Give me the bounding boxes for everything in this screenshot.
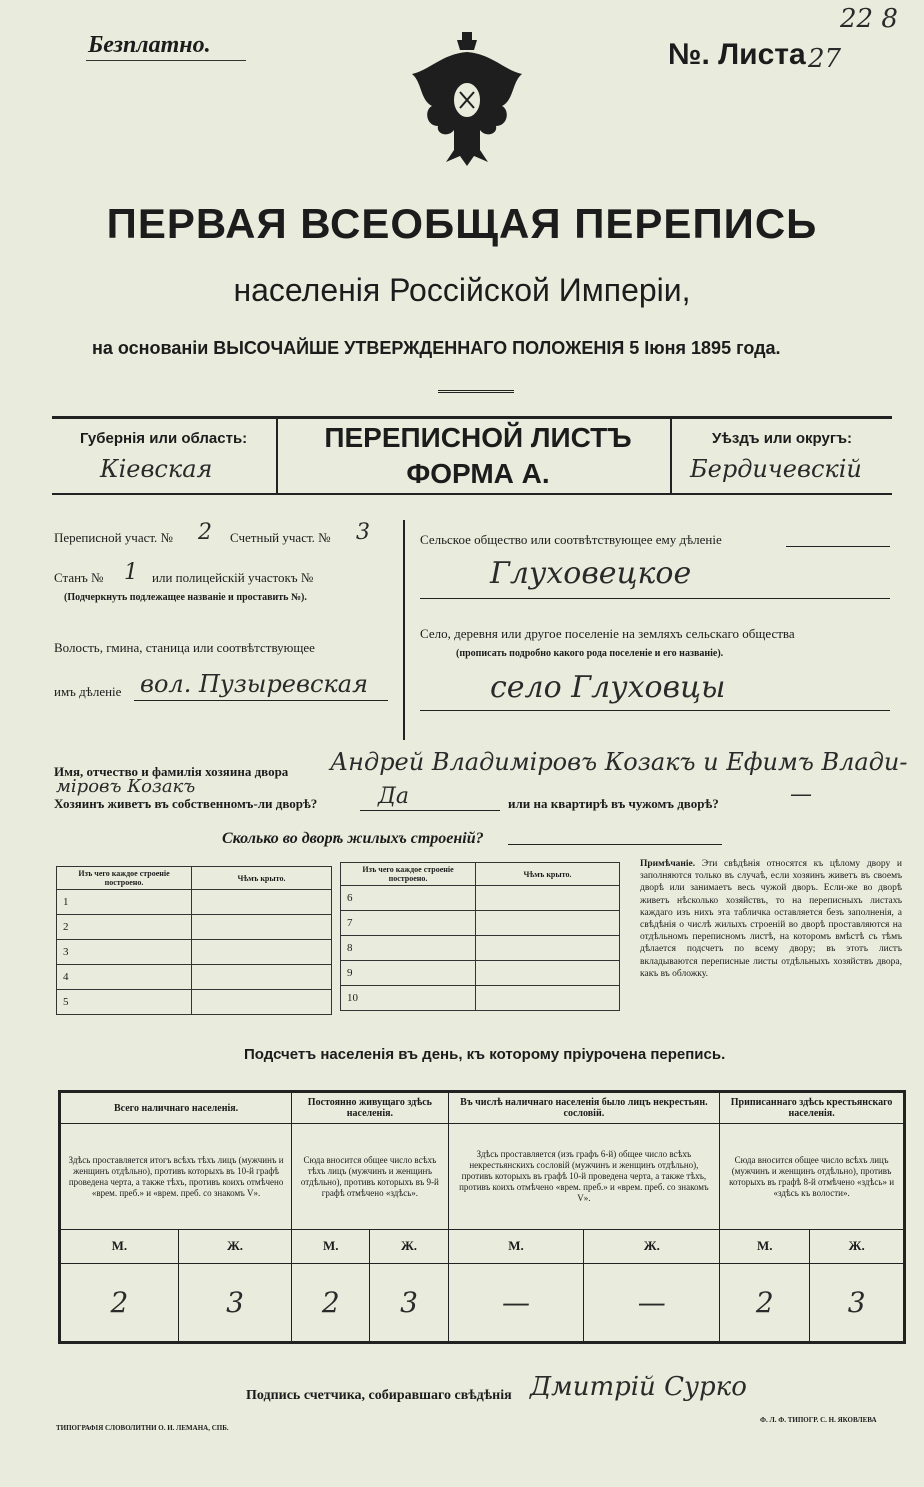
own-house-label: Хозяинъ живетъ въ собственномъ-ли дворѣ?: [54, 796, 318, 811]
buildings-col-roof: Чѣмъ крыто.: [192, 867, 332, 890]
table-row: [57, 940, 332, 965]
footer-left: ТИПОГРАФІЯ СЛОВОЛИТНИ О. И. ЛЕМАНА, СПБ.: [56, 1424, 229, 1432]
volost-label: Волость, гмина, станица или соотвѣтствующее: [54, 640, 315, 655]
group-desc: Здѣсь проставляется (изъ графъ 6-й) общее число всѣхъ некрестьянскихъ сословій (мужчинъ и женщинъ отдѣльно), противъ которыхъ въ графѣ 10-й проведена черта, а также тѣхъ, противъ коихъ отмѣчено «врем. преб.» и «врем. преб. со знакомъ V».: [448, 1124, 720, 1229]
buildings-col-material: Изъ чего каждое строеніе построено.: [57, 867, 192, 890]
group-desc: Здѣсь проставляется итогъ всѣхъ тѣхъ лицъ (мужчинъ и женщинъ отдѣльно), противъ которыхъ въ 10-й графѣ проведена черта, а также тѣхъ, противъ коихъ отмѣчено «врем. преб.» и «врем. преб. со знакомъ V».: [60, 1124, 292, 1229]
obshchestvo-underline: [786, 546, 890, 547]
male-label: М.: [60, 1229, 179, 1263]
table-row: [57, 915, 332, 940]
buildings-col-material: Изъ чего каждое строеніе построено.: [341, 863, 476, 886]
page-title: ПЕРВАЯ ВСЕОБЩАЯ ПЕРЕПИСЬ: [106, 200, 818, 247]
sheet-number-label: №. Листа: [668, 38, 806, 71]
volost-value: вол. Пузыревская: [140, 670, 368, 698]
group-desc: Сюда вносится общее число всѣхъ лицъ (мужчинъ и женщинъ отдѣльно), противъ которыхъ въ графѣ 8-й отмѣчено «здѣсь» и «здѣсь къ волости».: [720, 1124, 905, 1229]
free-label: Безплатно.: [88, 32, 211, 58]
uchastok-label: Переписной участ. №: [54, 530, 173, 545]
eagle-emblem-icon: [402, 30, 532, 170]
female-count: 3: [370, 1264, 448, 1343]
uezd-value: Бердичевскій: [690, 455, 862, 483]
male-count: 2: [60, 1264, 179, 1343]
buildings-question-underline: [508, 844, 722, 845]
stan-rest-label: или полицейскій участокъ №: [152, 570, 314, 585]
gubernia-value: Кіевская: [100, 455, 213, 483]
group-head: Всего наличнаго населенія.: [60, 1092, 292, 1124]
sheet-number-value: 27: [808, 44, 842, 74]
free-underline: [86, 60, 246, 61]
ornament-divider: [438, 390, 514, 393]
row-number: 1: [57, 890, 192, 915]
group-head: Въ числѣ наличнаго населенія было лицъ некрестьян. сословій.: [448, 1092, 720, 1124]
footer-right: Ф. Л. Ф. ТИПОГР. С. Н. ЯКОВЛЕВА: [760, 1416, 877, 1424]
corner-note: 22 8: [840, 4, 898, 34]
table-row: [57, 890, 332, 915]
row-number: 2: [57, 915, 192, 940]
owner-value-line1: Андрей Владиміровъ Козакъ и Ефимъ Влади-: [330, 748, 908, 776]
row-number: 6: [341, 886, 476, 911]
stan-note: (Подчеркнуть подлежащее названіе и проставить №).: [64, 592, 307, 603]
page-subtitle: населенія Россійской Имперіи,: [233, 272, 691, 308]
owner-label: Имя, отчество и фамилія хозяина двора: [54, 764, 289, 779]
signature-value: Дмитрій Сурко: [530, 1372, 747, 1402]
obshchestvo-label: Сельское общество или соотвѣтствующее ему дѣленіе: [420, 532, 722, 547]
selo-underline: [420, 710, 890, 711]
female-label: Ж.: [178, 1229, 291, 1263]
row-number: 7: [341, 911, 476, 936]
banner-bottom-rule: [52, 493, 892, 495]
buildings-question: Сколько во дворѣ жилыхъ строеній?: [222, 830, 484, 847]
table-row: [341, 886, 620, 911]
rent-label: или на квартирѣ въ чужомъ дворѣ?: [508, 796, 719, 811]
row-number: 8: [341, 936, 476, 961]
female-label: Ж.: [810, 1229, 905, 1263]
population-table: [58, 1090, 906, 1344]
male-count: —: [448, 1264, 584, 1343]
male-count: 2: [292, 1264, 370, 1343]
buildings-note-text: Эти свѣдѣнія относятся къ цѣлому двору и заполняются только въ случаѣ, если хозяинъ живетъ въ своемъ дворѣ или занимаетъ весь чужой дворъ. Если-же во дворѣ живетъ нѣсколько хозяйствъ, то на переписныхъ листахъ каждаго изъ нихъ эта табличка оставляется безъ заполненія, а свѣдѣнія о числѣ жилыхъ строеній во дворѣ проставляются на отдѣльномъ переписномъ листѣ, на которомъ вмѣстѣ съ тѣмъ дѣлается подсчетъ по всему двору; въ этотъ листъ вкладываются переписные листы отдѣльныхъ хозяйствъ двора, какъ въ обложку.: [640, 859, 902, 979]
uchastok-value: 2: [198, 520, 212, 545]
female-count: 3: [178, 1264, 291, 1343]
male-label: М.: [448, 1229, 584, 1263]
buildings-table-left: [56, 866, 332, 1015]
uezd-label: Уѣздъ или округъ:: [712, 430, 853, 447]
table-row: [341, 911, 620, 936]
buildings-note: [640, 858, 902, 980]
female-count: 3: [810, 1264, 905, 1343]
male-count: 2: [720, 1264, 810, 1343]
selo-label: Село, деревня или другое поселеніе на земляхъ сельскаго общества: [420, 626, 795, 641]
form-subtitle: ФОРМА А.: [406, 458, 550, 489]
male-label: М.: [292, 1229, 370, 1263]
own-house-underline: [360, 810, 500, 811]
table-row: [341, 961, 620, 986]
obshchestvo-value: Глуховецкое: [490, 556, 692, 591]
signature-label: Подпись счетчика, собиравшаго свѣдѣнія: [246, 1388, 512, 1403]
selo-note: (прописать подробно какого рода поселеніе и его названіе).: [456, 648, 724, 659]
banner-top-rule: [52, 416, 892, 419]
population-title: Подсчетъ населенія въ день, къ которому пріурочена перепись.: [244, 1046, 726, 1063]
group-head: Постоянно живущаго здѣсь населенія.: [292, 1092, 448, 1124]
form-title: ПЕРЕПИСНОЙ ЛИСТЪ: [324, 422, 632, 453]
volost-label-2: имъ дѣленіе: [54, 684, 122, 699]
row-number: 5: [57, 990, 192, 1015]
own-house-value: Да: [378, 784, 410, 809]
row-number: 3: [57, 940, 192, 965]
group-head: Приписаннаго здѣсь крестьянскаго населенія.: [720, 1092, 905, 1124]
row-number: 9: [341, 961, 476, 986]
volost-underline: [134, 700, 388, 701]
buildings-table-right: [340, 862, 620, 1011]
female-label: Ж.: [370, 1229, 448, 1263]
group-desc: Сюда вносится общее число всѣхъ тѣхъ лицъ (мужчинъ и женщинъ отдѣльно), противъ которыхъ въ 9-й графѣ отмѣчено «здѣсь».: [292, 1124, 448, 1229]
female-label: Ж.: [584, 1229, 720, 1263]
table-row: [341, 986, 620, 1011]
table-row: [57, 990, 332, 1015]
column-divider: [403, 520, 405, 740]
buildings-col-roof: Чѣмъ крыто.: [476, 863, 620, 886]
male-label: М.: [720, 1229, 810, 1263]
buildings-note-title: Примѣчаніе.: [640, 859, 696, 869]
owner-value-line2: міровъ Козакъ: [56, 776, 196, 797]
row-number: 4: [57, 965, 192, 990]
schet-value: 3: [356, 520, 370, 545]
banner-divider-left: [276, 416, 278, 494]
banner-divider-right: [670, 416, 672, 494]
stan-label: Станъ №: [54, 570, 104, 585]
row-number: 10: [341, 986, 476, 1011]
obshchestvo-value-underline: [420, 598, 890, 599]
gubernia-label: Губернія или область:: [80, 430, 248, 447]
schet-label: Счетный участ. №: [230, 530, 331, 545]
rent-value: —: [790, 782, 812, 807]
stan-value: 1: [124, 560, 138, 585]
selo-value: село Глуховцы: [490, 670, 726, 705]
table-row: [341, 936, 620, 961]
female-count: —: [584, 1264, 720, 1343]
table-row: [57, 965, 332, 990]
page-basis: на основаніи ВЫСОЧАЙШЕ УТВЕРЖДЕННАГО ПОЛОЖЕНІЯ 5 Іюня 1895 года.: [92, 338, 781, 358]
